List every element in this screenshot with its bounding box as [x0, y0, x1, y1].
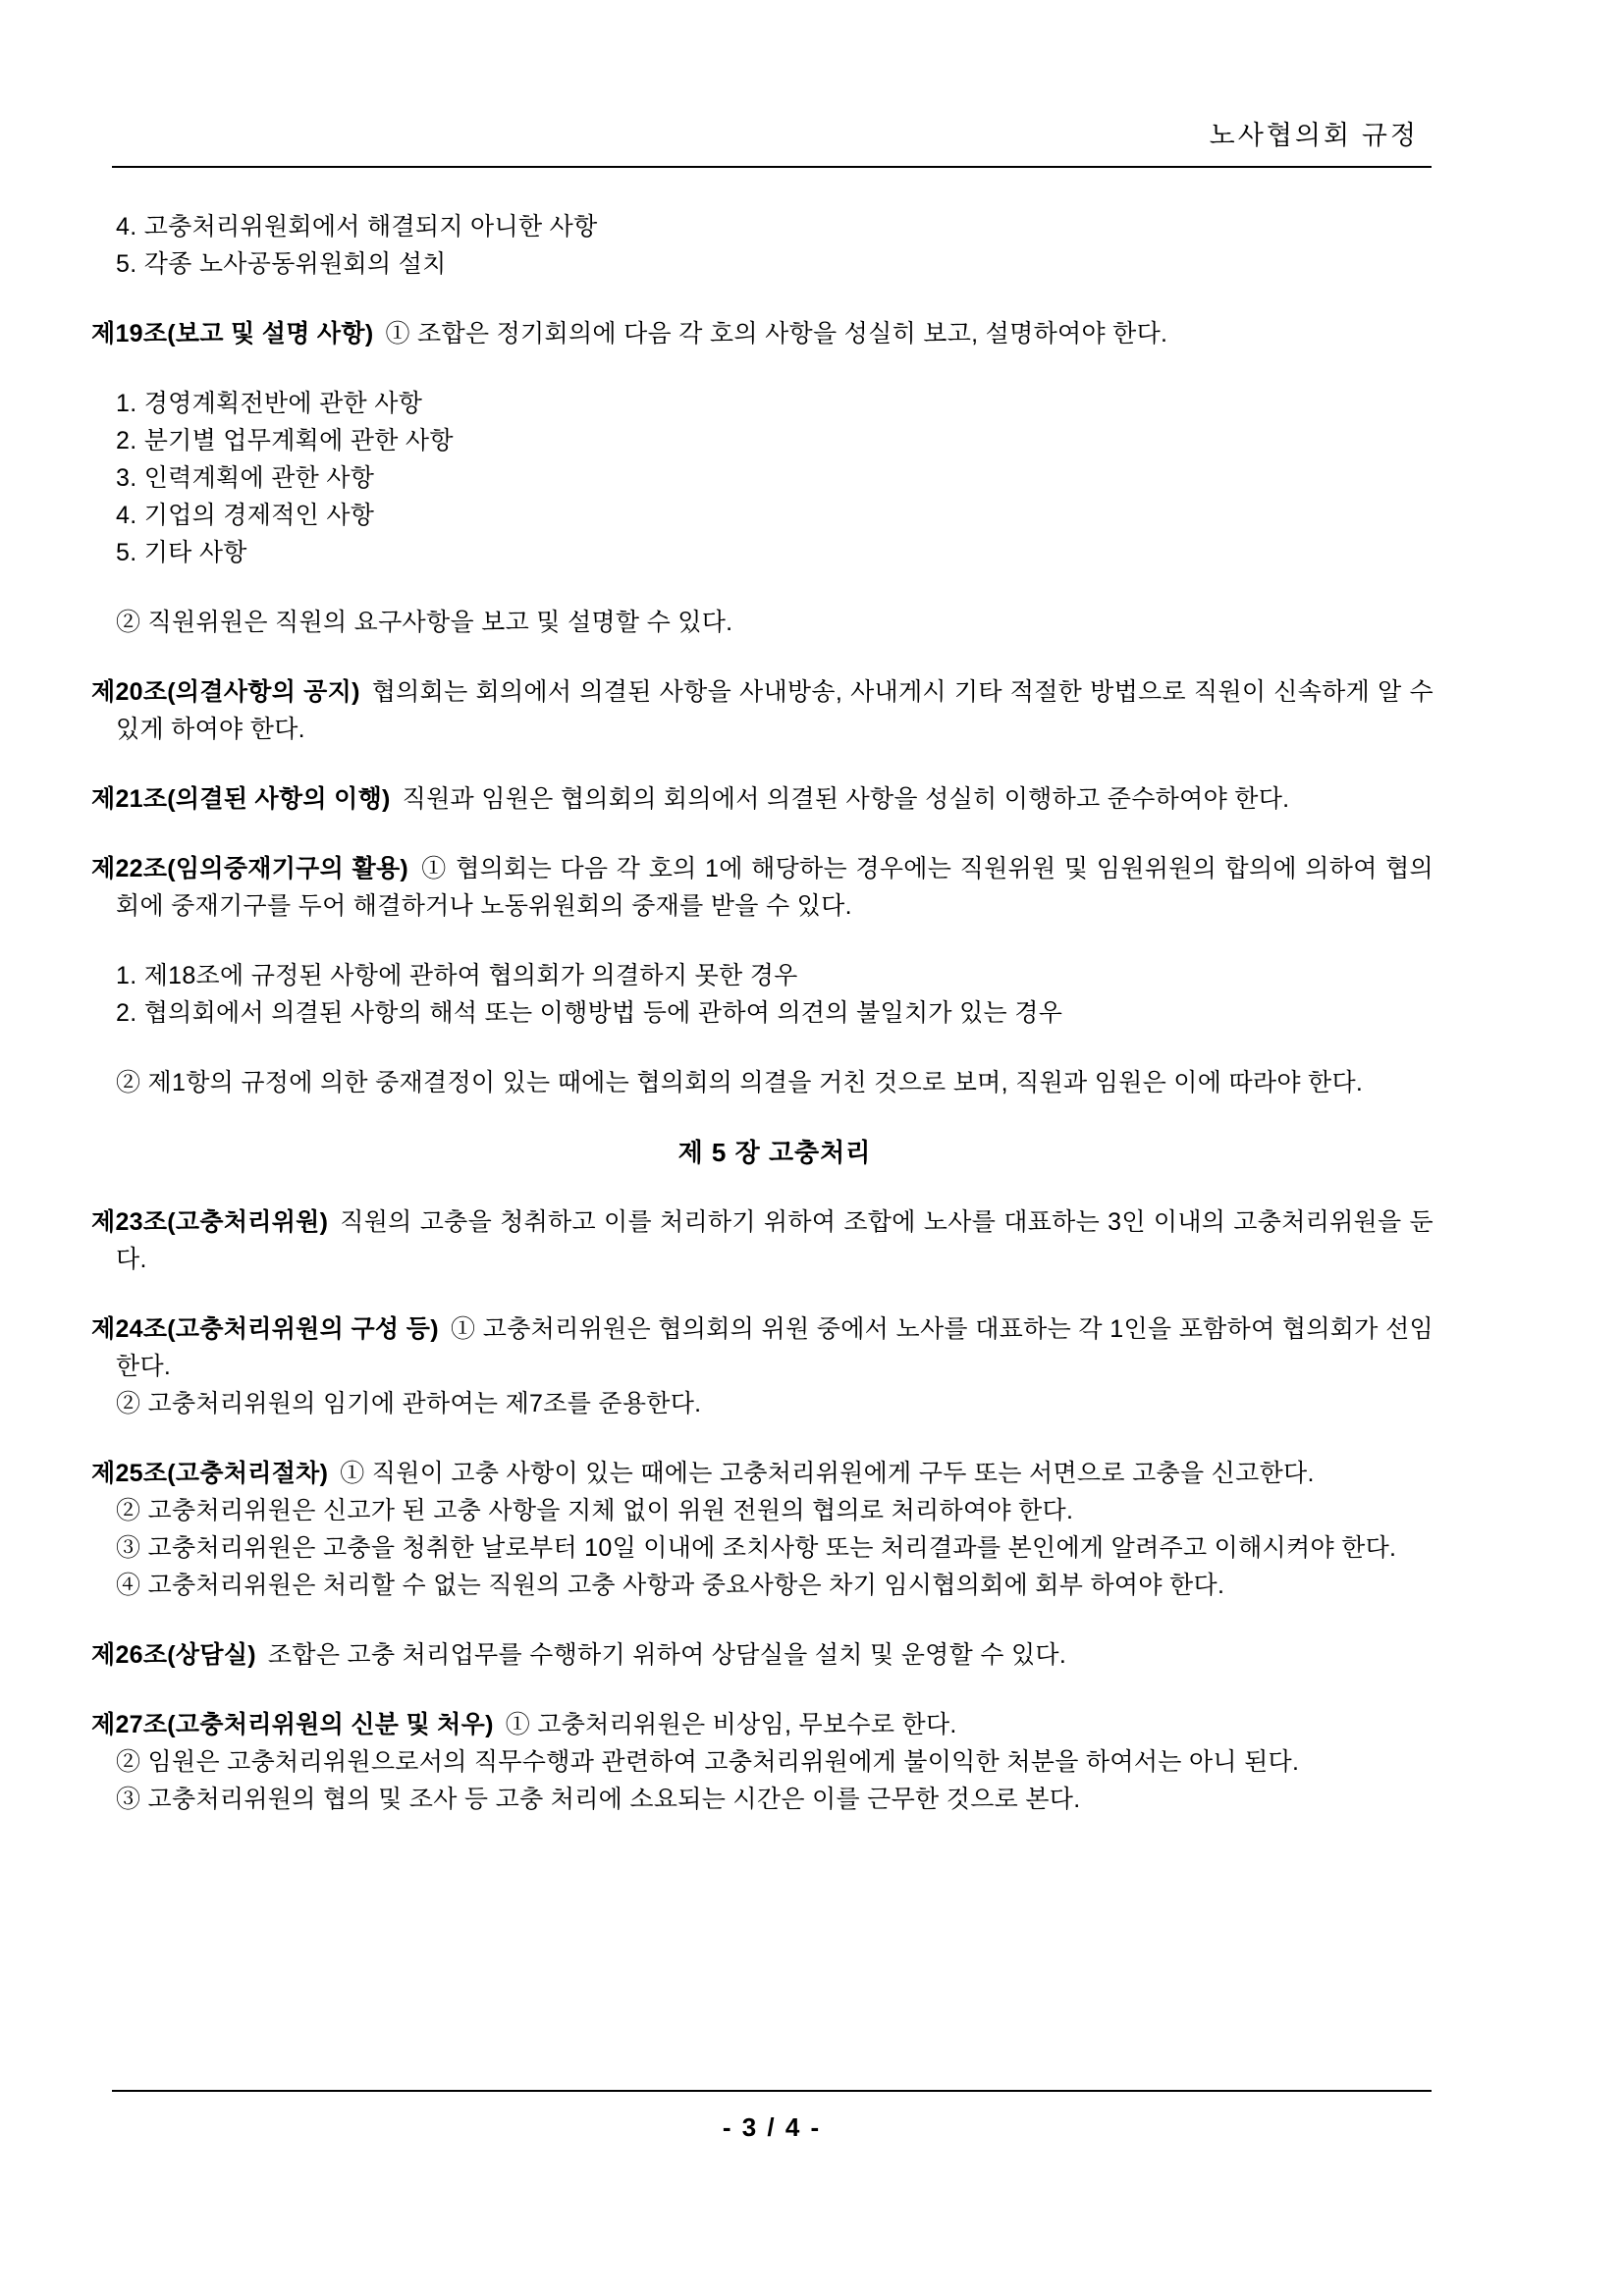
article-27-clause-3: ③ 고충처리위원의 협의 및 조사 등 고충 처리에 소요되는 시간은 이를 근무한 것으로 본다. — [116, 1786, 1081, 1813]
article-27-intro: ① 고충처리위원은 비상임, 무보수로 한다. — [505, 1711, 957, 1738]
list-item: 4. 기업의 경제적인 사항 — [116, 502, 375, 529]
article-20-paragraph — [91, 673, 1434, 748]
article-26-head: 제26조(상담실) — [91, 1641, 256, 1669]
article-19-head: 제19조(보고 및 설명 사항) — [91, 320, 374, 347]
article-25-paragraph — [91, 1455, 1434, 1492]
article-26-paragraph — [91, 1636, 1434, 1674]
list-item: 1. 경영계획전반에 관한 사항 — [116, 390, 423, 417]
page-header-title: 노사협의회 규정 — [1209, 121, 1419, 150]
document-content — [91, 208, 1434, 1818]
article-25-head: 제25조(고충처리절차) — [91, 1460, 329, 1487]
article-24-intro: ① 고충처리위원은 협의회의 위원 중에서 노사를 대표하는 각 1인을 포함하여 협의회가 선임한다. — [116, 1315, 1434, 1380]
article-22-clause-2: ② 제1항의 규정에 의한 중재결정이 있는 때에는 협의회의 의결을 거친 것으로 보며, 직원과 임원은 이에 따라야 한다. — [116, 1069, 1364, 1096]
list-item: 3. 인력계획에 관한 사항 — [116, 464, 375, 492]
article-22-paragraph — [91, 850, 1434, 925]
list-item: 1. 제18조에 규정된 사항에 관하여 협의회가 의결하지 못한 경우 — [116, 962, 798, 989]
list-item: 5. 기타 사항 — [116, 539, 247, 566]
article-19-intro: ① 조합은 정기회의에 다음 각 호의 사항을 성실히 보고, 설명하여야 한다. — [385, 320, 1168, 347]
article-21-head: 제21조(의결된 사항의 이행) — [91, 785, 391, 813]
article-23-text: 직원의 고충을 청취하고 이를 처리하기 위하여 조합에 노사를 대표하는 3인 이내의 고충처리위원을 둔다. — [116, 1208, 1434, 1273]
page-number: - 3 / 4 - — [722, 2112, 822, 2142]
article-21-text: 직원과 임원은 협의회의 회의에서 의결된 사항을 성실히 이행하고 준수하여야 한다. — [402, 785, 1290, 813]
list-item: 5. 각종 노사공동위원회의 설치 — [116, 250, 447, 278]
article-19-paragraph — [91, 315, 1434, 352]
article-27-head: 제27조(고충처리위원의 신분 및 처우) — [91, 1711, 494, 1738]
article-19-clause-2: ② 직원위원은 직원의 요구사항을 보고 및 설명할 수 있다. — [116, 609, 733, 636]
article-25-intro: ① 직원이 고충 사항이 있는 때에는 고충처리위원에게 구두 또는 서면으로 고충을 신고한다. — [340, 1460, 1315, 1487]
article-24-paragraph — [91, 1310, 1434, 1385]
article-20-head: 제20조(의결사항의 공지) — [91, 678, 360, 706]
header-rule — [112, 166, 1432, 168]
article-25-clause-4: ④ 고충처리위원은 처리할 수 없는 직원의 고충 사항과 중요사항은 차기 임시협의회에 회부 하여야 한다. — [116, 1572, 1225, 1599]
article-27-clause-2: ② 임원은 고충처리위원으로서의 직무수행과 관련하여 고충처리위원에게 불이익한 처분을 하여서는 아니 된다. — [116, 1748, 1300, 1776]
article-27-paragraph — [91, 1706, 1434, 1743]
list-item: 2. 분기별 업무계획에 관한 사항 — [116, 427, 454, 454]
article-24-head: 제24조(고충처리위원의 구성 등) — [91, 1315, 439, 1343]
article-22-intro: ① 협의회는 다음 각 호의 1에 해당하는 경우에는 직원위원 및 임원위원의 합의에 의하여 협의회에 중재기구를 두어 해결하거나 노동위원회의 중재를 받을 수 있다. — [116, 855, 1434, 920]
article-23-paragraph — [91, 1203, 1434, 1278]
article-25-clause-2: ② 고충처리위원은 신고가 된 고충 사항을 지체 없이 위원 전원의 협의로 처리하여야 한다. — [116, 1497, 1074, 1524]
article-25-clause-3: ③ 고충처리위원은 고충을 청취한 날로부터 10일 이내에 조치사항 또는 처리결과를 본인에게 알려주고 이해시켜야 한다. — [116, 1534, 1397, 1562]
list-item: 2. 협의회에서 의결된 사항의 해석 또는 이행방법 등에 관하여 의견의 불일치가 있는 경우 — [116, 999, 1063, 1027]
list-item: 4. 고충처리위원회에서 해결되지 아니한 사항 — [116, 213, 598, 240]
article-23-head: 제23조(고충처리위원) — [91, 1208, 329, 1236]
chapter-5-heading: 제 5 장 고충처리 — [677, 1138, 872, 1167]
article-20-text: 협의회는 회의에서 의결된 사항을 사내방송, 사내게시 기타 적절한 방법으로 직원이 신속하게 알 수 있게 하여야 한다. — [116, 678, 1434, 743]
footer-rule — [112, 2090, 1432, 2092]
article-26-text: 조합은 고충 처리업무를 수행하기 위하여 상담실을 설치 및 운영할 수 있다. — [267, 1641, 1067, 1669]
article-22-head: 제22조(임의중재기구의 활용) — [91, 855, 409, 882]
article-21-paragraph — [91, 780, 1434, 818]
article-24-clause-2: ② 고충처리위원의 임기에 관하여는 제7조를 준용한다. — [116, 1390, 702, 1417]
